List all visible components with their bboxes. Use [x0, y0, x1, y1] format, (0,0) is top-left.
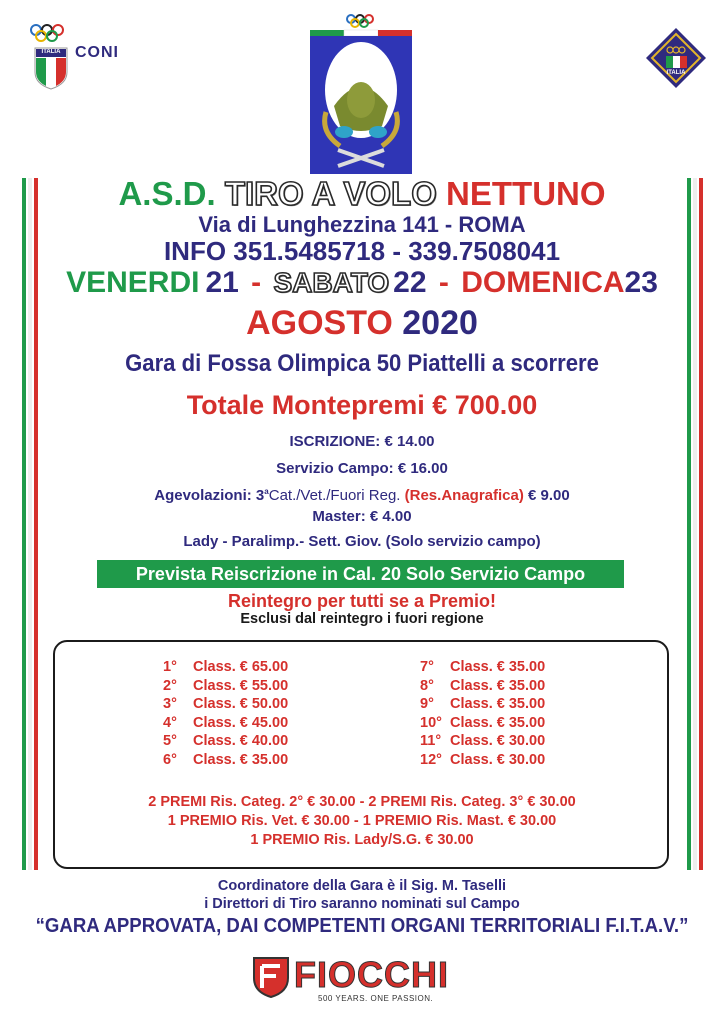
address: Via di Lunghezzina 141 - ROMA [198, 212, 526, 237]
prize-position: 4° [163, 714, 177, 731]
club-name: TIRO A VOLO [224, 175, 437, 212]
prize-position: 10° [420, 714, 442, 731]
prize-row [163, 677, 288, 696]
fee-lady: Lady - Paralimp.- Sett. Giov. (Solo servizio campo) [183, 533, 541, 550]
prize-amount: Class. € 35.00 [450, 659, 546, 675]
prize-row [420, 751, 545, 770]
fiocchi-logo [250, 952, 480, 1008]
info-phones: INFO 351.5485718 - 339.7508041 [163, 236, 561, 266]
prize-position: 2° [163, 677, 177, 694]
prize-amount: Class. € 30.00 [450, 751, 546, 768]
prize-position: 3° [163, 696, 177, 712]
prize-position: 9° [420, 696, 434, 712]
agevolazioni-price: € 9.00 [528, 487, 570, 504]
approval-note: “GARA APPROVATA, DAI COMPETENTI ORGANI TERRITORIALI F.I.T.A.V.” [35, 915, 689, 937]
prize-amount: Class. € 55.00 [193, 677, 289, 694]
prize-row [163, 732, 288, 751]
prize-row [420, 714, 545, 733]
prizes-left-column [163, 658, 288, 769]
prize-amount: Class. € 40.00 [193, 733, 289, 749]
olympic-rings-icon [30, 24, 76, 42]
prize-amount: Class. € 30.00 [450, 733, 546, 749]
prize-amount: Class. € 35.00 [450, 696, 546, 712]
event-month-year [0, 304, 724, 343]
reserve-prizes [0, 793, 724, 850]
fitav-text: ITALIA [666, 70, 686, 76]
club-city: NETTUNO [446, 175, 606, 212]
fiocchi-text: FIOCCHI [294, 954, 449, 995]
prize-row [420, 695, 545, 714]
coni-logo [28, 22, 128, 97]
prize-position: 1° [163, 659, 177, 675]
fee-agevolazioni [0, 487, 724, 504]
date-separator: - [438, 266, 449, 299]
prize-position: 12° [420, 751, 442, 768]
club-title [0, 174, 724, 214]
prize-position: 6° [163, 751, 177, 768]
prize-amount: Class. € 45.00 [193, 714, 289, 731]
prize-amount: Class. € 35.00 [450, 677, 546, 694]
prizes-right-column [420, 658, 545, 769]
agevolazioni-sup: a [264, 487, 269, 496]
asd-label: A.S.D. [118, 175, 216, 212]
prize-position: 8° [420, 677, 434, 694]
prize-row [163, 751, 288, 770]
fee-servizio-campo: Servizio Campo: € 16.00 [276, 460, 448, 477]
reiscrizione-text: Prevista Reiscrizione in Cal. 20 Solo Servizio Campo [135, 564, 586, 584]
date-separator: - [251, 266, 262, 299]
coni-flag-text: ITALIA [41, 49, 61, 55]
prize-row [420, 677, 545, 696]
agevolazioni-label: Agevolazioni: 3 [154, 487, 265, 504]
agevolazioni-rest: Cat./Vet./Fuori Reg. [268, 487, 401, 504]
reintegro-title: Reintegro per tutti se a Premio! [227, 591, 497, 611]
reiscrizione-banner [97, 560, 624, 588]
day1-name: VENERDI [66, 266, 200, 299]
day2-name: SABATO [273, 267, 390, 298]
prize-amount: Class. € 50.00 [193, 696, 289, 712]
prize-position: 7° [420, 659, 434, 675]
prize-amount: Class. € 35.00 [450, 714, 546, 731]
club-emblem [308, 12, 414, 174]
day1-number: 21 [205, 266, 239, 299]
event-dates [0, 266, 724, 300]
reintegro-subtitle: Esclusi dal reintegro i fuori regione [240, 611, 484, 627]
year: 2020 [402, 304, 478, 342]
coni-text: CONI [75, 44, 119, 61]
day2-number: 22 [393, 266, 427, 299]
prize-amount: Class. € 35.00 [193, 751, 289, 768]
olympic-rings-icon [346, 14, 382, 28]
fitav-logo [644, 26, 708, 90]
reserve-prize-line: 1 PREMIO Ris. Vet. € 30.00 - 1 PREMIO Ris. Mast. € 30.00 [167, 813, 557, 829]
prize-row [163, 695, 288, 714]
prize-position: 11° [420, 733, 442, 749]
reserve-prize-line: 1 PREMIO Ris. Lady/S.G. € 30.00 [250, 832, 474, 848]
event-title: Gara di Fossa Olimpica 50 Piattelli a scorrere [125, 350, 599, 377]
day3-number: 23 [624, 266, 658, 299]
coordinator: Coordinatore della Gara è il Sig. M. Taselli [217, 878, 507, 894]
prize-row [420, 732, 545, 751]
prize-amount: Class. € 65.00 [193, 659, 289, 675]
month: AGOSTO [246, 304, 393, 342]
fiocchi-shield-icon [250, 954, 292, 998]
fiocchi-tagline: 500 YEARS. ONE PASSION. [318, 994, 434, 1003]
reserve-prize-line: 2 PREMI Ris. Categ. 2° € 30.00 - 2 PREMI Ris. Categ. 3° € 30.00 [148, 794, 576, 810]
prize-row [163, 714, 288, 733]
agevolazioni-note: (Res.Anagrafica) [404, 487, 524, 504]
prize-position: 5° [163, 733, 177, 749]
fee-iscrizione: ISCRIZIONE: € 14.00 [289, 433, 435, 450]
directors: i Direttori di Tiro saranno nominati sul Campo [204, 896, 520, 912]
prize-total: Totale Montepremi € 700.00 [186, 390, 538, 420]
prize-row [163, 658, 288, 677]
day3-name: DOMENICA [461, 266, 625, 299]
fee-master: Master: € 4.00 [312, 508, 412, 525]
italia-shield-icon [33, 46, 69, 90]
prize-row [420, 658, 545, 677]
